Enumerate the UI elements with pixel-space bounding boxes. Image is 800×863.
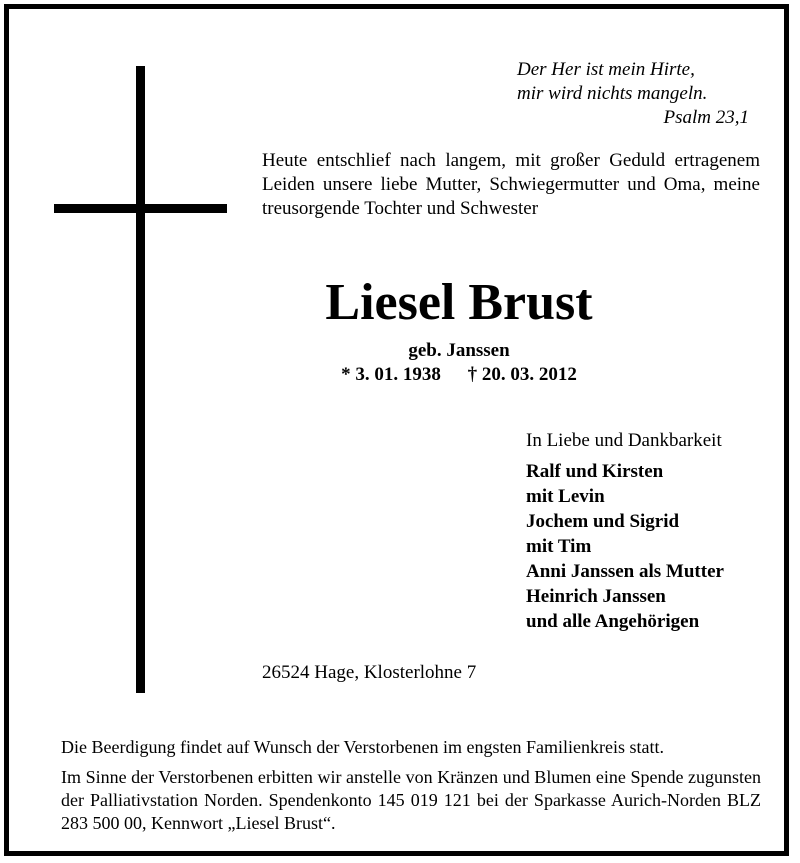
mourner-item: mit Tim <box>526 536 592 557</box>
gratitude-line: In Liebe und Dankbarkeit <box>526 430 722 451</box>
deceased-name: Liesel Brust <box>325 274 593 331</box>
death-date: † 20. 03. 2012 <box>467 364 577 385</box>
cross-vertical-bar <box>136 66 145 693</box>
psalm-line: mir wird nichts mangeln. <box>517 83 708 104</box>
birth-date: * 3. 01. 1938 <box>341 364 441 385</box>
donation-note: Im Sinne der Verstorbenen erbitten wir anstelle von Kränzen und Blumen eine Spende zugunsten der Palliativstation Norden. Spendenkonto 145 019 121 bei der Sparkasse Aurich-Norden BLZ 283 500 00, Kennwort „Liesel Brust“. <box>61 767 761 833</box>
mourner-item: Jochem und Sigrid <box>526 511 680 532</box>
funeral-note: Die Beerdigung findet auf Wunsch der Verstorbenen im engsten Familienkreis statt. <box>61 737 664 757</box>
psalm-reference: Psalm 23,1 <box>663 107 749 128</box>
mourner-item: Anni Janssen als Mutter <box>526 561 724 582</box>
mourner-item: Ralf und Kirsten <box>526 461 664 482</box>
psalm-quote <box>517 58 757 130</box>
cross-horizontal-bar <box>54 204 227 213</box>
intro-text: Heute entschlief nach langem, mit großer Geduld ertragenem Leiden unsere liebe Mutter, Schwiegermutter und Oma, meine treusorgende Tochter und Schwester <box>262 150 760 219</box>
mourner-item: und alle Angehörigen <box>526 611 700 632</box>
address: 26524 Hage, Klosterlohne 7 <box>262 662 477 683</box>
life-dates <box>259 363 659 387</box>
mourners-list <box>526 459 724 634</box>
birth-name: geb. Janssen <box>408 340 510 361</box>
psalm-line: Der Her ist mein Hirte, <box>517 59 695 80</box>
mourner-item: Heinrich Janssen <box>526 586 666 607</box>
obituary-notice <box>4 4 789 856</box>
mourner-item: mit Levin <box>526 486 605 507</box>
